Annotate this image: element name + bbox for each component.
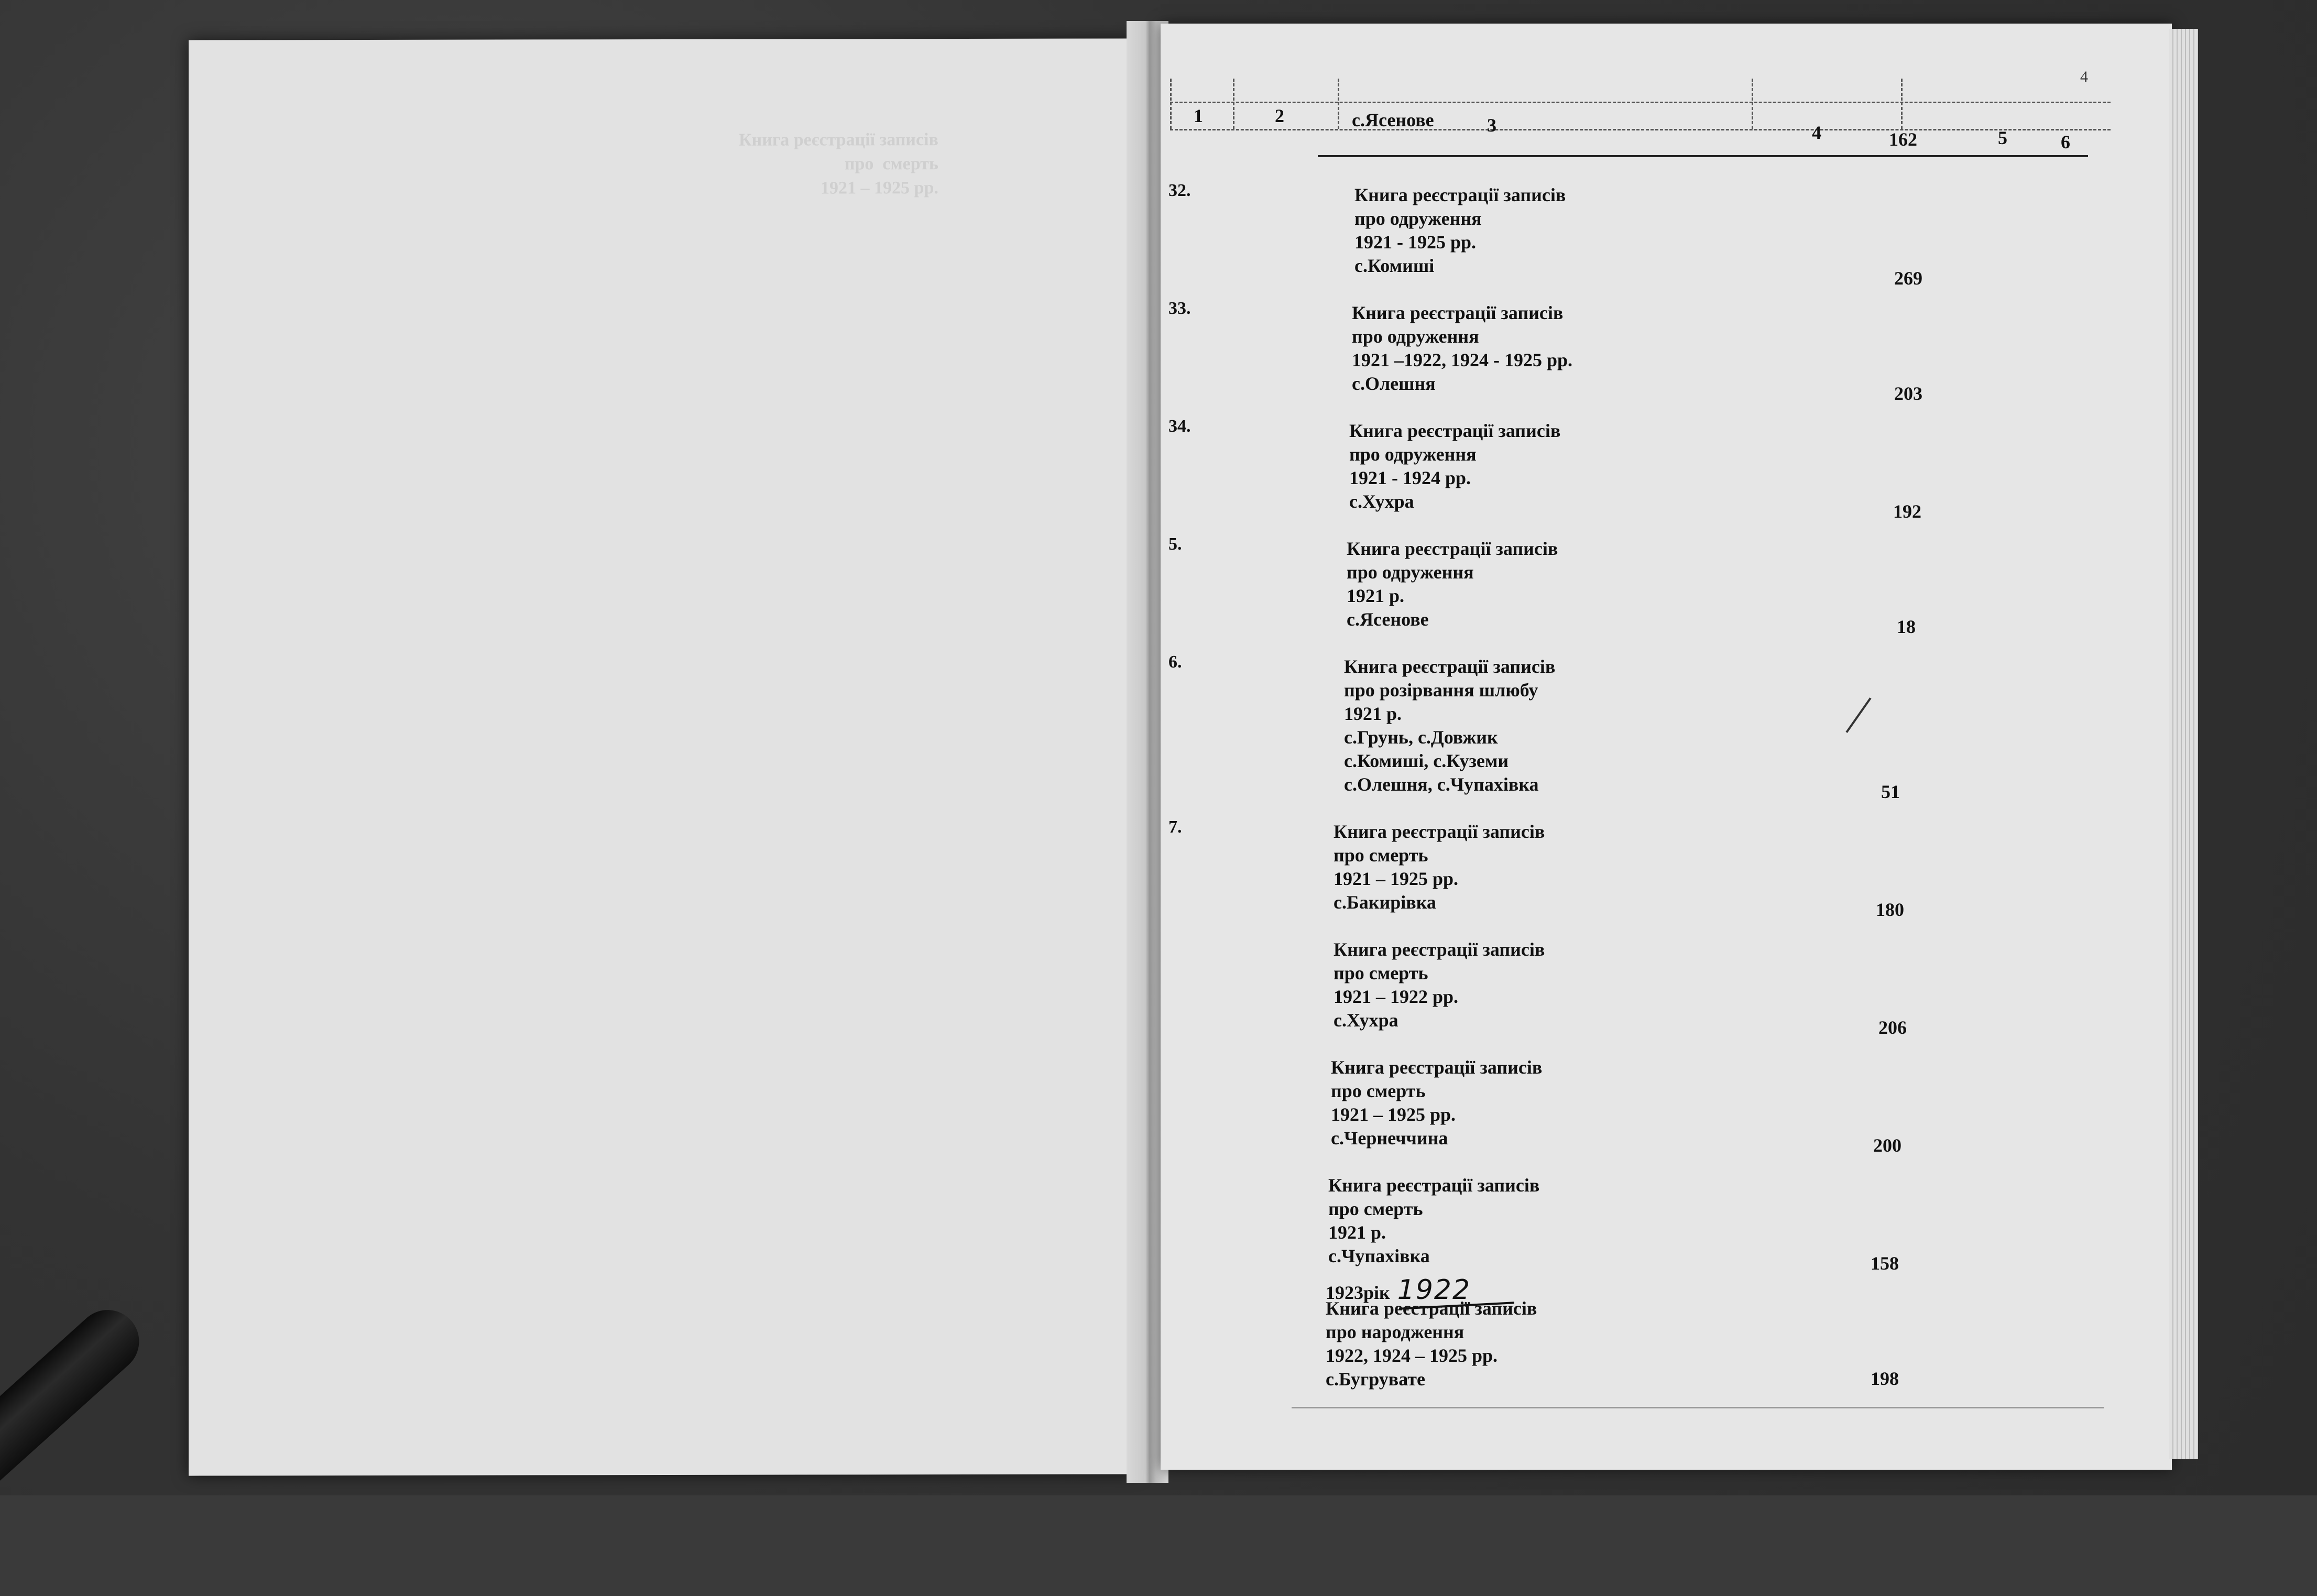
entry-text [1331,1056,1542,1150]
entry-text [1352,301,1572,396]
entry-line: 1921 –1922, 1924 - 1925 рр. [1352,349,1573,370]
entry-number: 6. [1168,652,1182,672]
entry-value: 206 [1878,1017,1907,1038]
entry-line: 1921 - 1925 рр. [1354,232,1477,253]
entry-text [1347,537,1558,631]
header-col-1: 1 [1194,105,1203,126]
entry-value: 18 [1897,616,1916,637]
header-cell-divider [1170,79,1172,129]
table-rule [1318,155,2088,157]
year-handwritten: 1922 [1397,1274,1471,1306]
entry-line: с.Ясенове [1347,609,1429,630]
header-col-3: 3 [1487,115,1496,136]
entry-value: 200 [1873,1135,1901,1156]
entry-line: Книга реєстрації записів [1331,1057,1543,1078]
entry-line: 1921 р. [1344,703,1402,724]
entry-line: про одруження [1347,562,1474,583]
header-cell-divider [1233,79,1234,129]
entry-line: Книга реєстрації записів [1328,1175,1540,1196]
entry-line: с.Хухра [1349,491,1414,512]
entry-line: про одруження [1352,326,1479,347]
left-page [189,38,1137,1475]
entry-line: с.Олешня, с.Чупахівка [1344,774,1539,795]
header-col-5: 5 [1998,127,2007,148]
entry-text [1344,655,1555,796]
pencil-check-mark [1845,697,1871,733]
entry-line: Книга реєстрації записів [1352,302,1564,323]
entry-value: 203 [1894,383,1922,404]
right-page [1161,24,2172,1470]
entry-value: 158 [1871,1253,1899,1274]
last-entry-line: про народження [1326,1321,1464,1342]
entry-line: Книга реєстрації записів [1347,538,1558,559]
entry-line: Книга реєстрації записів [1334,939,1545,960]
ghost-text [739,128,938,201]
entry-line: про смерть [1334,845,1428,866]
entry-line: 1921 – 1922 рр. [1334,986,1459,1007]
entry-text [1354,183,1566,278]
entry-line: с.Чернеччина [1331,1128,1448,1149]
header-line-bottom [1170,129,2111,130]
entry-line: с.Комиші [1354,255,1435,276]
header-col-4: 4 [1812,122,1821,143]
entry-line: про смерть [1328,1198,1423,1219]
entry-number: 32. [1168,181,1191,200]
entry-value: 51 [1881,781,1900,802]
entry-number: 7. [1168,817,1182,837]
entry-number: 33. [1168,299,1191,318]
entry-line: про одруження [1354,208,1482,229]
entry-text [1328,1174,1539,1268]
header-cell-divider [1338,79,1339,129]
entry-line: с.Грунь, с.Довжик [1344,727,1498,748]
entry-line: с.Чупахівка [1328,1245,1430,1266]
carryover-village: с.Ясенове [1352,110,1434,130]
carryover-value: 162 [1889,129,1917,150]
entry-text [1334,820,1545,914]
header-cell-divider [1901,79,1903,129]
entry-number: 34. [1168,417,1191,436]
entry-value: 180 [1876,899,1904,920]
page-edges [2169,29,2198,1459]
entry-line: 1921 р. [1347,585,1405,606]
last-entry [1326,1297,1537,1391]
last-entry-line: с.Бугрувате [1326,1369,1425,1390]
entry-text [1349,419,1560,513]
entry-line: 1921 р. [1328,1222,1386,1243]
bottom-rule [1292,1407,2104,1408]
entry-line: про смерть [1331,1080,1426,1101]
header-col-6: 6 [2061,132,2070,152]
header-line-top [1170,102,2111,103]
entry-line: Книга реєстрації записів [1344,656,1556,677]
entry-line: 1921 – 1925 рр. [1334,868,1459,889]
year-printed: 1923рік [1326,1282,1390,1303]
entry-line: 1921 – 1925 рр. [1331,1104,1456,1125]
entry-line: с.Олешня [1352,373,1436,394]
entry-line: про смерть [1334,963,1428,983]
header-col-2: 2 [1275,105,1284,126]
entry-line: про розірвання шлюбу [1344,680,1538,701]
entry-value: 269 [1894,268,1922,289]
ghost-line: 1921 – 1925 рр. [821,178,938,198]
header-cell-divider [1752,79,1753,129]
entry-line: с.Бакирівка [1334,892,1436,913]
entry-value: 192 [1893,501,1921,522]
entry-line: Книга реєстрації записів [1349,420,1561,441]
last-entry-line: Книга реєстрації записів [1326,1298,1537,1319]
ghost-line: Книга реєстрації записів [739,130,938,150]
last-entry-line: 1922, 1924 – 1925 рр. [1326,1345,1498,1366]
entry-line: Книга реєстрації записів [1334,821,1545,842]
entry-line: про одруження [1349,444,1477,465]
entry-line: с.Комиші, с.Куземи [1344,750,1509,771]
entry-line: с.Хухра [1334,1010,1398,1031]
entry-line: Книга реєстрації записів [1354,184,1566,205]
ghost-line: про смерть [844,154,938,174]
entry-line: 1921 - 1924 рр. [1349,467,1471,488]
last-entry-value: 198 [1871,1368,1899,1389]
entry-text [1334,938,1545,1032]
page-number: 4 [2080,68,2088,85]
entry-number: 5. [1168,534,1182,554]
